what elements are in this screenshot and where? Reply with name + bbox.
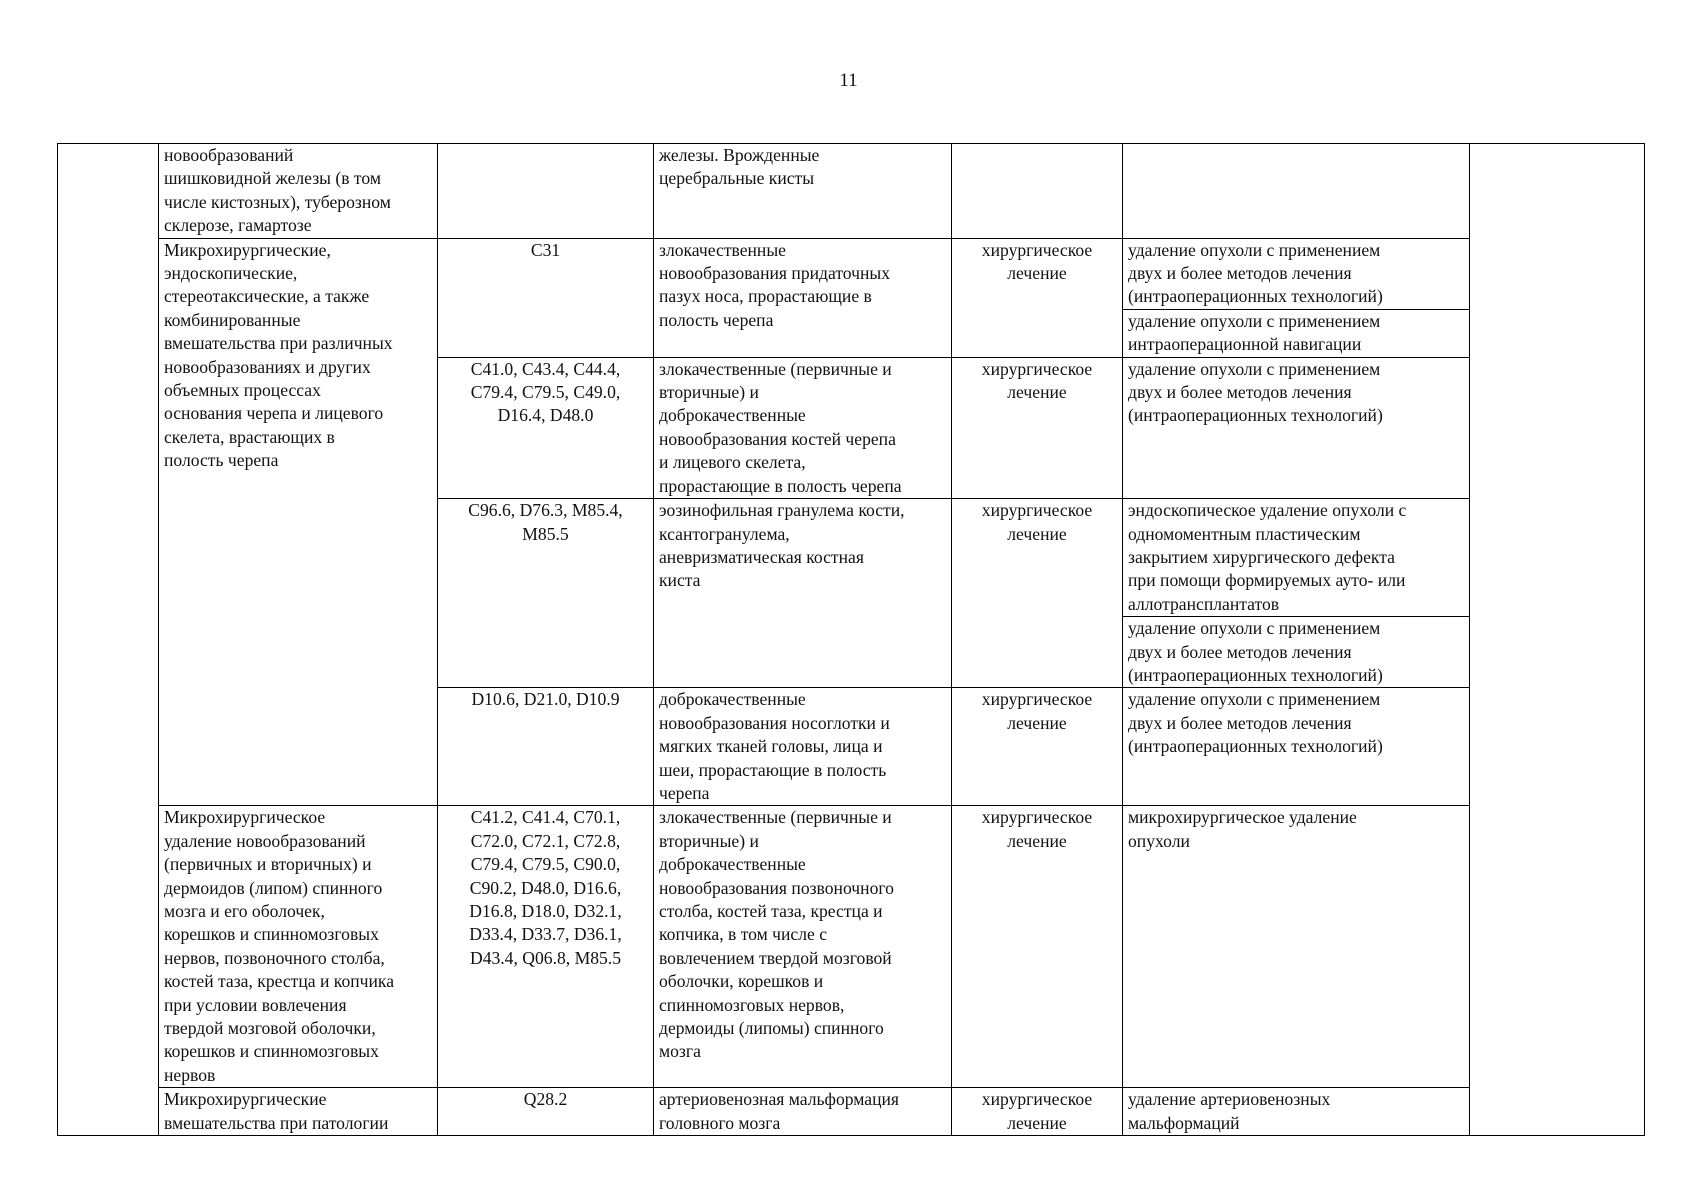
diagnosis-cell: злокачественные (первичные и вторичные) и доброкачественные новообразования костей черепа и лицевого скелета, прорастающие в полость черепа — [654, 357, 952, 498]
table-row — [58, 1088, 1645, 1136]
treatment-method-cell: удаление опухоли с применением двух и более методов лечения (интраоперационных технологий) — [1123, 238, 1470, 309]
diagnosis-cell: артериовенозная мальформация головного мозга — [654, 1088, 952, 1136]
diagnosis-cell: эозинофильная гранулема кости, ксантогранулема, аневризматическая костная киста — [654, 499, 952, 688]
treatment-type-cell: хирургическое лечение — [952, 688, 1123, 806]
table-row — [58, 144, 1645, 239]
treatment-method-cell: удаление опухоли с применением интраоперационной навигации — [1123, 309, 1470, 357]
treatment-type-cell — [952, 144, 1123, 239]
treatment-type-cell: хирургическое лечение — [952, 1088, 1123, 1136]
diagnosis-cell: злокачественные новообразования придаточных пазух носа, прорастающие в полость черепа — [654, 238, 952, 357]
treatment-method-cell: удаление опухоли с применением двух и более методов лечения (интраоперационных технологий) — [1123, 688, 1470, 806]
code-cell: Q28.2 — [438, 1088, 654, 1136]
method-cell: новообразований шишковидной железы (в том числе кистозных), туберозном склерозе, гамартозе — [159, 144, 438, 239]
diagnosis-cell: доброкачественные новообразования носоглотки и мягких тканей головы, лица и шеи, прорастающие в полость черепа — [654, 688, 952, 806]
code-cell: C96.6, D76.3, M85.4, M85.5 — [438, 499, 654, 688]
treatment-method-cell: эндоскопическое удаление опухоли с одномоментным пластическим закрытием хирургического дефекта при помощи формируемых ауто- или аллотрансплантатов — [1123, 499, 1470, 617]
treatment-method-cell: удаление опухоли с применением двух и более методов лечения (интраоперационных технологий) — [1123, 617, 1470, 688]
method-cell: Микрохирургические вмешательства при патологии — [159, 1088, 438, 1136]
treatment-method-cell: удаление опухоли с применением двух и более методов лечения (интраоперационных технологий) — [1123, 357, 1470, 498]
code-cell — [438, 144, 654, 239]
page-number: 11 — [839, 70, 858, 91]
number-column — [58, 144, 159, 1136]
code-cell: D10.6, D21.0, D10.9 — [438, 688, 654, 806]
table-row — [58, 238, 1645, 309]
code-cell: C31 — [438, 238, 654, 357]
treatment-type-cell: хирургическое лечение — [952, 357, 1123, 498]
method-cell: Микрохирургические, эндоскопические, стереотаксические, а также комбинированные вмешательства при различных новообразованиях и других объемных процессах основания черепа и лицевого скелета, врастающих в полость черепа — [159, 238, 438, 806]
code-cell: C41.0, C43.4, C44.4, C79.4, C79.5, C49.0, D16.4, D48.0 — [438, 357, 654, 498]
diagnosis-cell: злокачественные (первичные и вторичные) и доброкачественные новообразования позвоночного столба, костей таза, крестца и копчика, в том числе с вовлечением твердой мозговой оболочки, корешков и спинномозговых нервов, дермоиды (липомы) спинного мозга — [654, 806, 952, 1088]
method-cell: Микрохирургическое удаление новообразований (первичных и вторичных) и дермоидов (липом) спинного мозга и его оболочек, корешков и спинномозговых нервов, позвоночного столба, костей таза, крестца и копчика при условии вовлечения твердой мозговой оболочки, корешков и спинномозговых нервов — [159, 806, 438, 1088]
treatment-method-cell — [1123, 144, 1470, 239]
treatment-method-cell: микрохирургическое удаление опухоли — [1123, 806, 1470, 1088]
services-table — [57, 143, 1645, 1136]
treatment-type-cell: хирургическое лечение — [952, 806, 1123, 1088]
diagnosis-cell: железы. Врожденные церебральные кисты — [654, 144, 952, 239]
treatment-method-cell: удаление артериовенозных мальформаций — [1123, 1088, 1470, 1136]
code-cell: C41.2, C41.4, C70.1, C72.0, C72.1, C72.8, C79.4, C79.5, C90.0, C90.2, D48.0, D16.6, D16.8, D18.0, D32.1, D33.4, D33.7, D36.1, D43.4, Q06.8, M85.5 — [438, 806, 654, 1088]
table-row — [58, 806, 1645, 1088]
treatment-type-cell: хирургическое лечение — [952, 499, 1123, 688]
treatment-type-cell: хирургическое лечение — [952, 238, 1123, 357]
cost-column — [1470, 144, 1645, 1136]
